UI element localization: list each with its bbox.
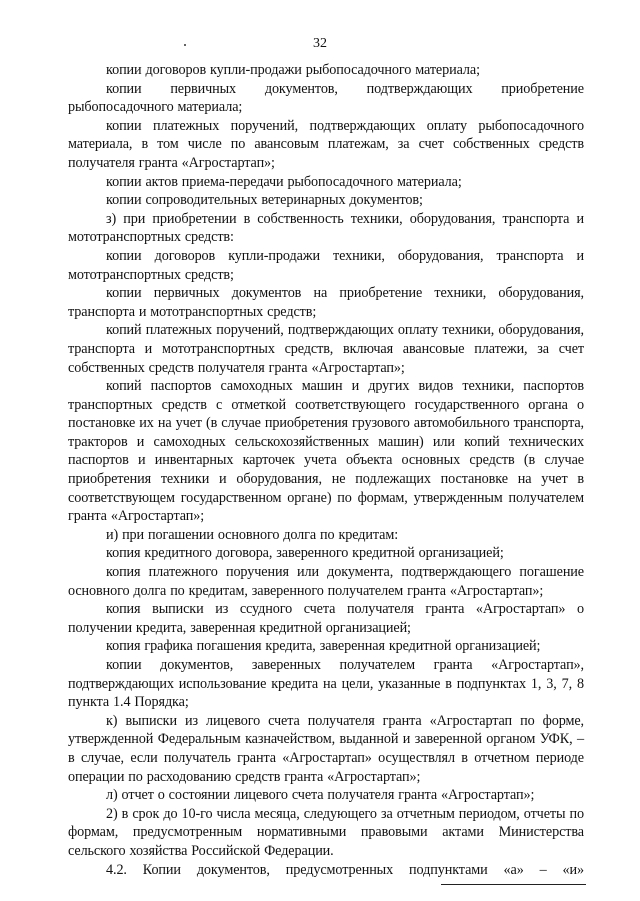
- paragraph: копия платежного поручения или документа, подтверждающего погашение основного долга по кредитам, заверенного получателем гранта «Агростартап»;: [68, 564, 584, 599]
- paragraph: копии первичных документов на приобретение техники, оборудования, транспорта и мототранспортных средств;: [68, 285, 584, 320]
- footer-rule: [441, 884, 586, 885]
- paragraph: копии платежных поручений, подтверждающих оплату рыбопосадочного материала, в том числе по авансовым платежам, за счет собственных средств получателя гранта «Агростартап»;: [68, 117, 584, 171]
- paragraph: копия выписки из ссудного счета получателя гранта «Агростартап» о получении кредита, заверенная кредитной организацией;: [68, 601, 584, 636]
- scan-speck: [184, 44, 186, 46]
- paragraph: копий паспортов самоходных машин и других видов техники, паспортов транспортных средств с отметкой соответствующего государственного органа о постановке их на учет (в случае приобретения грузового автомобильного транспорта, тракторов и самоходных сельскохозяйственных машин) или копий технических паспортов и инвентарных карточек учета объекта основных средств (в случае приобретения техники и оборудования, не подлежащих постановке на учет в соответствующем государственном органе) по формам, утвержденным получателем гранта «Агростартап»;: [68, 378, 584, 525]
- paragraph: и) при погашении основного долга по кредитам:: [106, 526, 399, 543]
- paragraph: копии актов приема-передачи рыбопосадочного материала;: [106, 173, 462, 190]
- page-number: 32: [313, 36, 327, 51]
- paragraph: копия графика погашения кредита, заверенная кредитной организацией;: [106, 638, 541, 655]
- paragraph: копия кредитного договора, заверенного кредитной организацией;: [106, 545, 504, 562]
- paragraph: копии договоров купли-продажи техники, оборудования, транспорта и мототранспортных средств;: [68, 247, 584, 283]
- paragraph: з) при приобретении в собственность техники, оборудования, транспорта и мототранспортных средств:: [68, 210, 584, 246]
- paragraph: копии договоров купли-продажи рыбопосадочного материала;: [106, 62, 480, 78]
- paragraph: к) выписки из лицевого счета получателя гранта «Агростартап по форме, утвержденной Федеральным казначейством, выданной и заверенной органом УФК, – в случае, если получатель гранта «Агростартап» осуществлял в отчетном периоде операции по расходованию средств гранта «Агростартап»;: [68, 712, 584, 785]
- paragraph: 4.2. Копии документов, предусмотренных подпунктами «а» – «и»: [106, 861, 584, 878]
- paragraph: л) отчет о состоянии лицевого счета получателя гранта «Агростартап»;: [106, 787, 535, 804]
- paragraph: копии первичных документов, подтверждающих приобретение рыбопосадочного материала;: [68, 80, 584, 116]
- paragraph: копии сопроводительных ветеринарных документов;: [106, 192, 423, 209]
- document-body: [68, 61, 584, 879]
- paragraph: 2) в срок до 10-го числа месяца, следующего за отчетным периодом, отчеты по формам, предусмотренным нормативными правовыми актами Министерства сельского хозяйства Российской Федерации.: [68, 805, 584, 859]
- paragraph: копии документов, заверенных получателем гранта «Агростартап», подтверждающих использование кредита на цели, указанные в подпунктах 1, 3, 7, 8 пункта 1.4 Порядка;: [68, 657, 584, 711]
- paragraph: копий платежных поручений, подтверждающих оплату техники, оборудования, транспорта и мототранспортных средств, включая авансовые платежи, за счет собственных средств получателя гранта «Агростартап»;: [68, 322, 584, 376]
